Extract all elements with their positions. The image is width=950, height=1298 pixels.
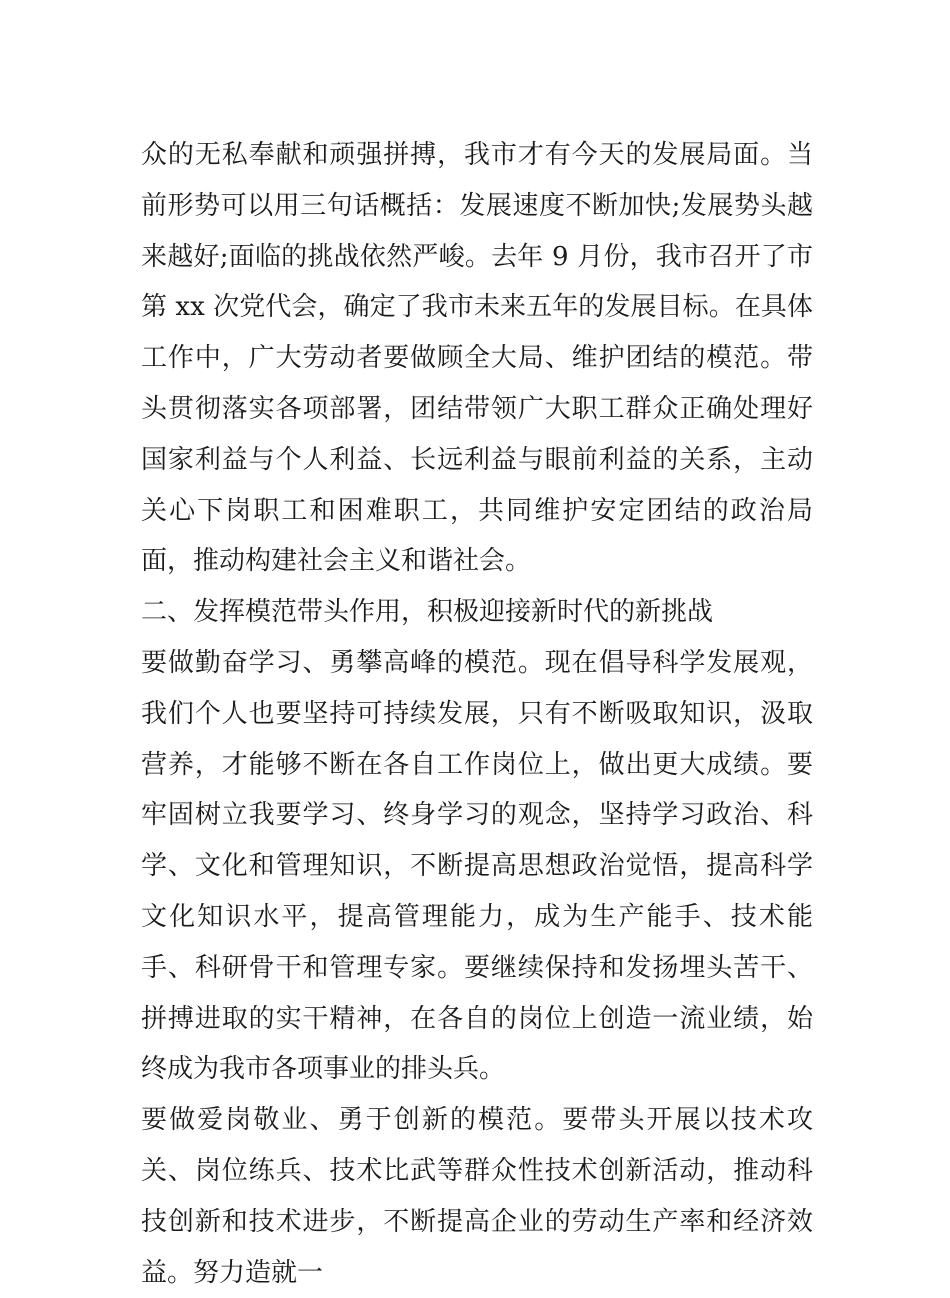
paragraph-2: 要做勤奋学习、勇攀高峰的模范。现在倡导科学发展观，我们个人也要坚持可持续发展，只有不断吸取知识，汲取营养，才能够不断在各自工作岗位上，做出更大成绩。要牢固树立我要学习、终身学习的观念，坚持学习政治、科学、文化和管理知识，不断提高思想政治觉悟，提高科学文化知识水平，提高管理能力，成为生产能手、技术能手、科研骨干和管理专家。要继续保持和发扬埋头苦干、拼搏进取的实干精神，在各自的岗位上创造一流业绩，始终成为我市各项事业的排头兵。 xyxy=(141,647,813,1085)
document-body xyxy=(141,130,813,1298)
paragraph-3: 要做爱岗敬业、勇于创新的模范。要带头开展以技术攻关、岗位练兵、技术比武等群众性技术创新活动，推动科技创新和技术进步，不断提高企业的劳动生产率和经济效益。努力造就一 xyxy=(141,1105,813,1288)
paragraph-1: 众的无私奉献和顽强拼搏，我市才有今天的发展局面。当前形势可以用三句话概括：发展速度不断加快;发展势头越来越好;面临的挑战依然严峻。去年 9 月份，我市召开了市第 xx 次党代会，确定了我市未来五年的发展目标。在具体工作中，广大劳动者要做顾全大局、维护团结的模范。带头贯彻落实各项部署，团结带领广大职工群众正确处理好国家利益与个人利益、长远利益与眼前利益的关系，主动关心下岗职工和困难职工，共同维护安定团结的政治局面，推动构建社会主义和谐社会。 xyxy=(141,140,813,577)
section-heading: 二、发挥模范带头作用，积极迎接新时代的新挑战 xyxy=(141,597,714,628)
